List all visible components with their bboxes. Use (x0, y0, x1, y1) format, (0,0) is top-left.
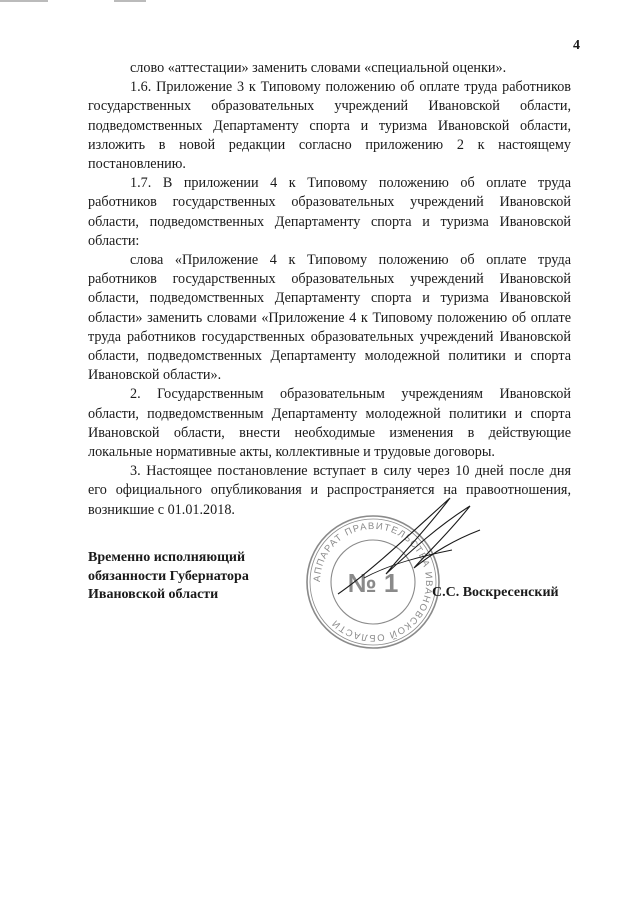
signatory-title-line: обязанности Губернатора (88, 568, 249, 584)
scan-edge-marks (0, 0, 160, 8)
paragraph: 3. Настоящее постановление вступает в силу через 10 дней после дня его официального опубликования и распространяется на правоотношения, возникшие с 01.01.2018. (88, 463, 571, 518)
page-number: 4 (573, 38, 580, 53)
paragraph: 2. Государственным образовательным учреждениям Ивановской области, подведомственным Департаменту молодежной политики и спорта Ивановской области, внести необходимые изменения в действующие локальные нормативные акты, коллективные и трудовые договоры. (88, 386, 571, 461)
seal-number: № 1 (347, 568, 399, 598)
signer-name: С.С. Воскресенский (432, 585, 559, 600)
paragraph: слова «Приложение 4 к Типовому положению об оплате труда работников государственных образовательных учреждений Ивановской области, подведомственных Департаменту спорта и туризма Ивановской области» заменить словами «Приложение 4 к Типовому положению об оплате труда работников государственных образовательных учреждений Ивановской области, подведомственных Департаменту молодежной политики и спорта Ивановской области». (88, 252, 571, 384)
signatory-title (88, 549, 249, 605)
paragraph: 1.7. В приложении 4 к Типовому положению об оплате труда работников государственных образовательных учреждений Ивановской области, подведомственных Департаменту спорта и туризма Ивановской области: (88, 175, 571, 249)
signatory-title-line: Временно исполняющий (88, 550, 246, 565)
paragraph: 1.6. Приложение 3 к Типовому положению об оплате труда работников государственных образовательных учреждений Ивановской области, подведомственных Департаменту спорта и туризма Ивановской области, изложить в новой редакции согласно приложению 2 к настоящему постановлению. (88, 79, 571, 173)
document-body (88, 59, 571, 520)
paragraph: слово «аттестации» заменить словами «специальной оценки». (130, 60, 507, 76)
signatory-title-line: Ивановской области (88, 587, 219, 602)
seal-arc-text: АППАРАТ ПРАВИТЕЛЬСТВА ИВАНОВСКОЙ ОБЛАСТИ (311, 520, 435, 644)
